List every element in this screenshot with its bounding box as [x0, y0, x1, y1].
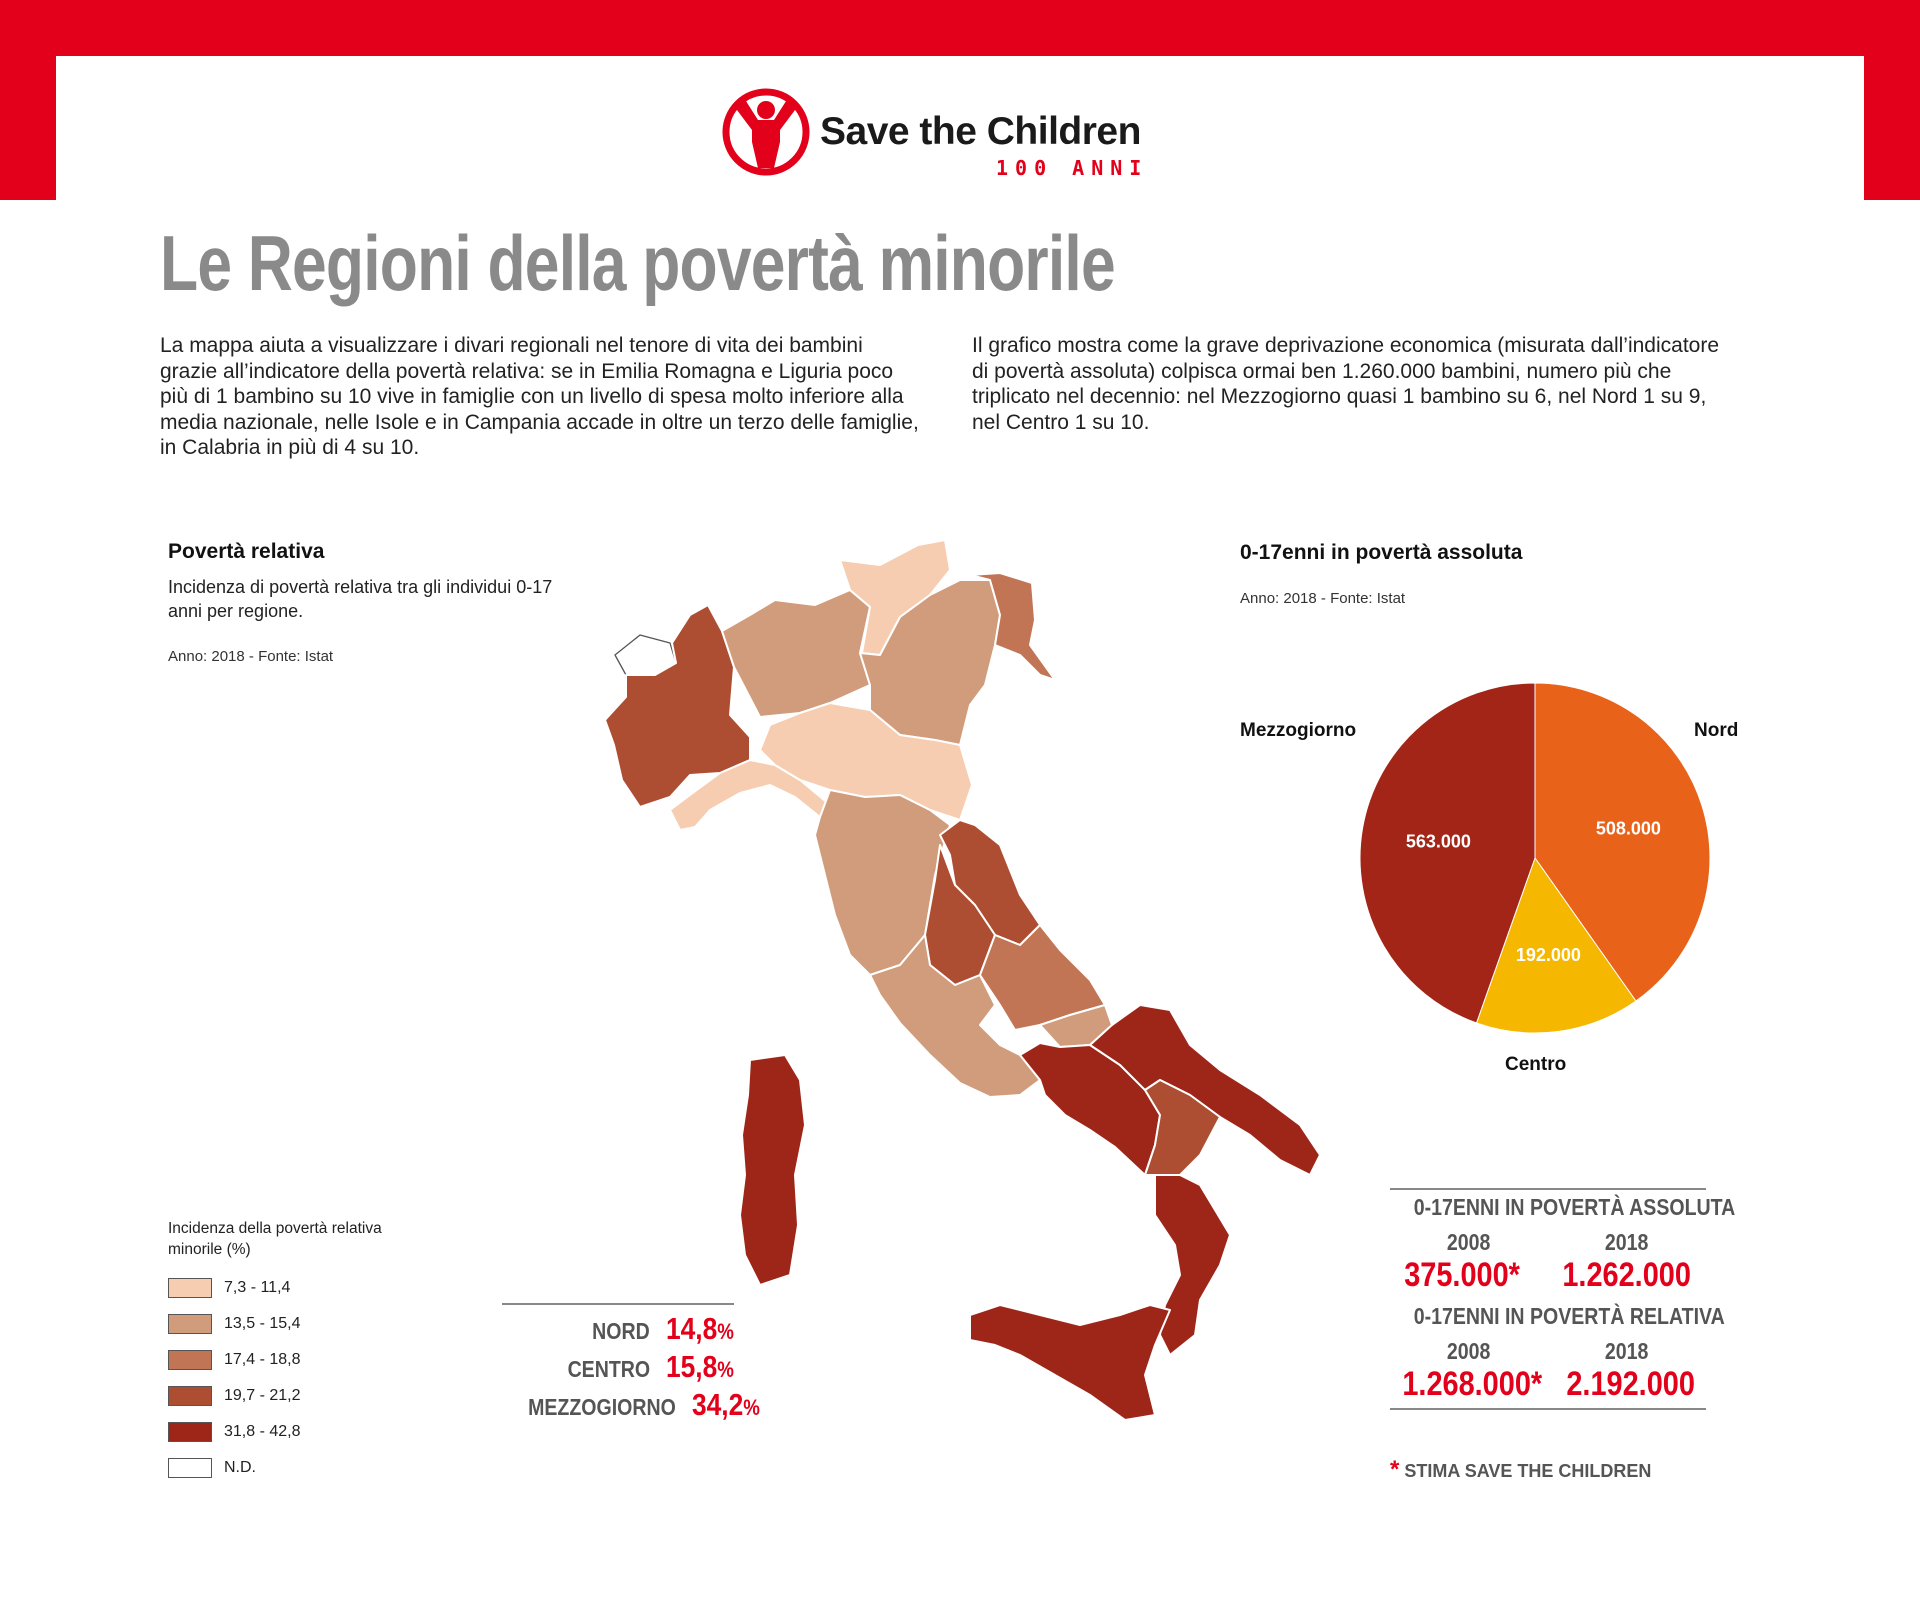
stats-year: 2018: [1605, 1338, 1649, 1364]
legend-swatch: [168, 1314, 212, 1334]
legend-label: 19,7 - 21,2: [224, 1387, 301, 1404]
stats-top-rule: [1390, 1188, 1706, 1190]
legend-item: [168, 1342, 428, 1378]
map-section-subtitle: Incidenza di povertà relativa tra gli individui 0-17 anni per regione.: [168, 577, 553, 621]
pie-section-title: 0-17enni in povertà assoluta: [1240, 541, 1523, 564]
legend-swatch: [168, 1386, 212, 1406]
legend-item: [168, 1378, 428, 1414]
area-value: [692, 1387, 760, 1423]
page-title: Le Regioni della povertà minorile: [160, 219, 1115, 307]
stats-bottom-rule: [1390, 1408, 1706, 1410]
pie-legend-centro: Centro: [1505, 1054, 1567, 1075]
legend-label: 31,8 - 42,8: [224, 1423, 301, 1440]
stats-year: 2008: [1447, 1338, 1491, 1364]
stats-year: 2008: [1447, 1229, 1491, 1255]
footnote-star: *: [1390, 1456, 1400, 1483]
legend-swatch: [168, 1350, 212, 1370]
map-section-title: Povertà relativa: [168, 540, 325, 563]
region-sardegna: [740, 1055, 805, 1285]
area-value-number: 34,2: [692, 1387, 744, 1422]
legend-label: 13,5 - 15,4: [224, 1315, 301, 1332]
pie-value-label-nord: 508.000: [1595, 818, 1661, 839]
legend-title: Incidenza della povertà relativa minorile (%): [168, 1220, 382, 1258]
stats-year: 2018: [1605, 1229, 1649, 1255]
pie-value-label-centro: 192.000: [1515, 945, 1581, 966]
legend-label: 17,4 - 18,8: [224, 1351, 301, 1368]
area-summary-row: [502, 1311, 734, 1349]
legend-item: [168, 1414, 428, 1450]
legend-item: [168, 1450, 428, 1486]
area-summary-rule: [502, 1303, 734, 1305]
intro-chart-text: Il grafico mostra come la grave deprivazione economica (misurata dall’indicatore di povertà assoluta) colpisca ormai ben 1.260.000 bambini, numero più che triplicato nel decennio: nel Mezzogiorno quasi 1 bambino su 6, nel Nord 1 su 9, nel Centro 1 su 10.: [972, 334, 1720, 434]
stats-relative-values: [1390, 1365, 1706, 1404]
legend-item: [168, 1270, 428, 1306]
area-value: [666, 1311, 734, 1347]
legend-swatch: [168, 1278, 212, 1298]
footnote-text: STIMA SAVE THE CHILDREN: [1404, 1461, 1652, 1481]
footnote: [1390, 1456, 1651, 1484]
pie-chart: [1355, 678, 1715, 1038]
area-name: CENTRO: [567, 1356, 650, 1382]
stats-value: 2.192.000: [1566, 1365, 1695, 1403]
stats-value: 1.262.000: [1562, 1256, 1691, 1294]
brand-subtitle: 100 ANNI: [996, 156, 1149, 180]
stats-absolute-heading: 0-17ENNI IN POVERTÀ ASSOLUTA: [1413, 1194, 1736, 1220]
pie-value-label-mezzogiorno: 563.000: [1405, 831, 1471, 852]
legend-label: 7,3 - 11,4: [224, 1279, 291, 1296]
stats-absolute-values: [1390, 1256, 1706, 1295]
pie-legend-mezzogiorno: Mezzogiorno: [1240, 720, 1357, 741]
region-calabria: [1155, 1175, 1230, 1355]
map-source: Anno: 2018 - Fonte: Istat: [168, 648, 334, 665]
region-lombardia: [722, 590, 870, 717]
legend-swatch: [168, 1458, 212, 1478]
area-value-number: 14,8: [666, 1311, 718, 1346]
stats-value: 1.268.000*: [1402, 1365, 1543, 1403]
stats-absolute-years: [1390, 1229, 1706, 1256]
area-value: [666, 1349, 734, 1385]
brand-logo: [720, 84, 1170, 184]
area-value-unit: %: [717, 1357, 734, 1382]
stats-relative-years: [1390, 1338, 1706, 1365]
child-figure-logo-icon: [720, 84, 812, 176]
intro-map-text: La mappa aiuta a visualizzare i divari regionali nel tenore di vita dei bambini grazie all’indicatore della povertà relativa: se in Emilia Romagna e Liguria poco più di 1 bambino su 10 vive in famiglie con un livello di spesa molto inferiore alla media nazionale, nelle Isole e in Campania accade in oltre un terzo delle famiglie, in Calabria in più di 4 su 10.: [160, 334, 919, 459]
area-name: NORD: [592, 1318, 650, 1344]
legend-swatch: [168, 1422, 212, 1442]
pie-legend-nord: Nord: [1694, 720, 1739, 741]
area-name: MEZZOGIORNO: [528, 1394, 676, 1420]
stats-relative-heading: 0-17ENNI IN POVERTÀ RELATIVA: [1413, 1303, 1725, 1329]
area-summary-row: [502, 1349, 734, 1387]
brand-name: Save the Children: [820, 110, 1141, 153]
area-value-unit: %: [743, 1395, 761, 1420]
legend-item: [168, 1306, 428, 1342]
area-value-unit: %: [717, 1319, 734, 1344]
stats-value: 375.000*: [1404, 1256, 1520, 1294]
area-value-number: 15,8: [666, 1349, 718, 1384]
area-summary-row: [502, 1387, 761, 1425]
region-sicilia: [970, 1305, 1170, 1420]
italy-map: [600, 535, 1360, 1430]
stats-panel: [1390, 1188, 1736, 1410]
legend-label: N.D.: [224, 1459, 256, 1476]
pie-source: Anno: 2018 - Fonte: Istat: [1240, 590, 1406, 607]
area-summary: [502, 1303, 761, 1425]
map-legend: [168, 1218, 428, 1486]
